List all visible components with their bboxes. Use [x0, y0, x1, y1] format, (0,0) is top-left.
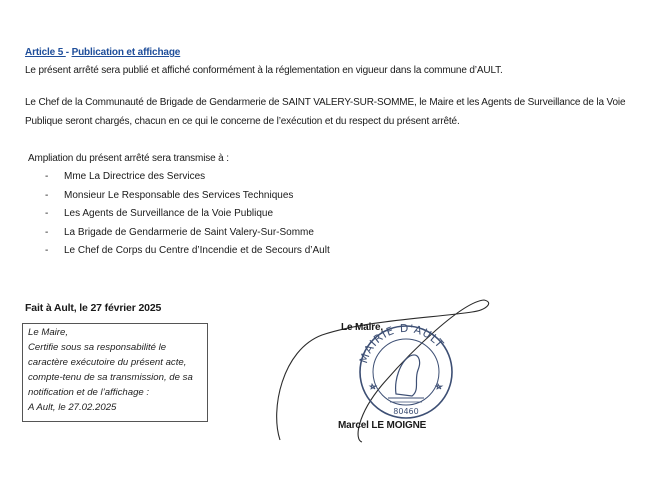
article-separator: -: [65, 47, 72, 58]
seal-text-path: MAIRIE D'AULT: [357, 321, 447, 365]
bullet-dash: -: [45, 190, 49, 201]
seal-postcode: 80460: [393, 407, 419, 416]
signatory-name: Marcel LE MOIGNE: [338, 420, 427, 431]
certification-line: notification et de l’affichage :: [28, 387, 150, 398]
bullet-dash: -: [45, 227, 49, 238]
recipient-text: Les Agents de Surveillance de la Voie Publique: [64, 208, 274, 219]
ampliation-intro: Ampliation du présent arrêté sera transmise à :: [28, 153, 229, 164]
bullet-dash: -: [45, 171, 49, 182]
publication-paragraph: Le présent arrêté sera publié et affiché conformément à la réglementation en vigueur dans la commune d’AULT.: [25, 65, 503, 76]
article-title: Publication et affichage: [71, 47, 181, 58]
enforcement-paragraph-line-1: Le Chef de la Communauté de Brigade de Gendarmerie de SAINT VALERY-SUR-SOMME, le Maire et les Agents de Surveillance de la Voie: [25, 97, 626, 108]
enforcement-paragraph-line-2: Publique seront chargés, chacun en ce qui le concerne de l’exécution et du respect du présent arrêté.: [25, 116, 460, 127]
article-number: Article 5: [25, 47, 66, 58]
certification-line: Le Maire,: [28, 327, 68, 338]
certification-box: [22, 323, 208, 422]
bullet-dash: -: [45, 245, 49, 256]
signature-date: Fait à Ault, le 27 février 2025: [25, 302, 162, 314]
recipient-text: Le Chef de Corps du Centre d’Incendie et de Secours d’Ault: [64, 245, 330, 256]
signatory-title: Le Maire,: [341, 322, 383, 333]
recipient-text: La Brigade de Gendarmerie de Saint Valery-Sur-Somme: [64, 227, 314, 238]
recipient-text: Monsieur Le Responsable des Services Techniques: [64, 190, 294, 201]
certification-line: Certifie sous sa responsabilité le: [28, 342, 167, 353]
recipient-text: Mme La Directrice des Services: [64, 171, 206, 182]
bullet-dash: -: [45, 208, 49, 219]
certification-line: caractère exécutoire du présent acte,: [28, 357, 187, 368]
article-heading: [25, 47, 180, 59]
certification-line: A Ault, le 27.02.2025: [28, 402, 117, 413]
certification-line: compte-tenu de sa transmission, de sa: [28, 372, 193, 383]
